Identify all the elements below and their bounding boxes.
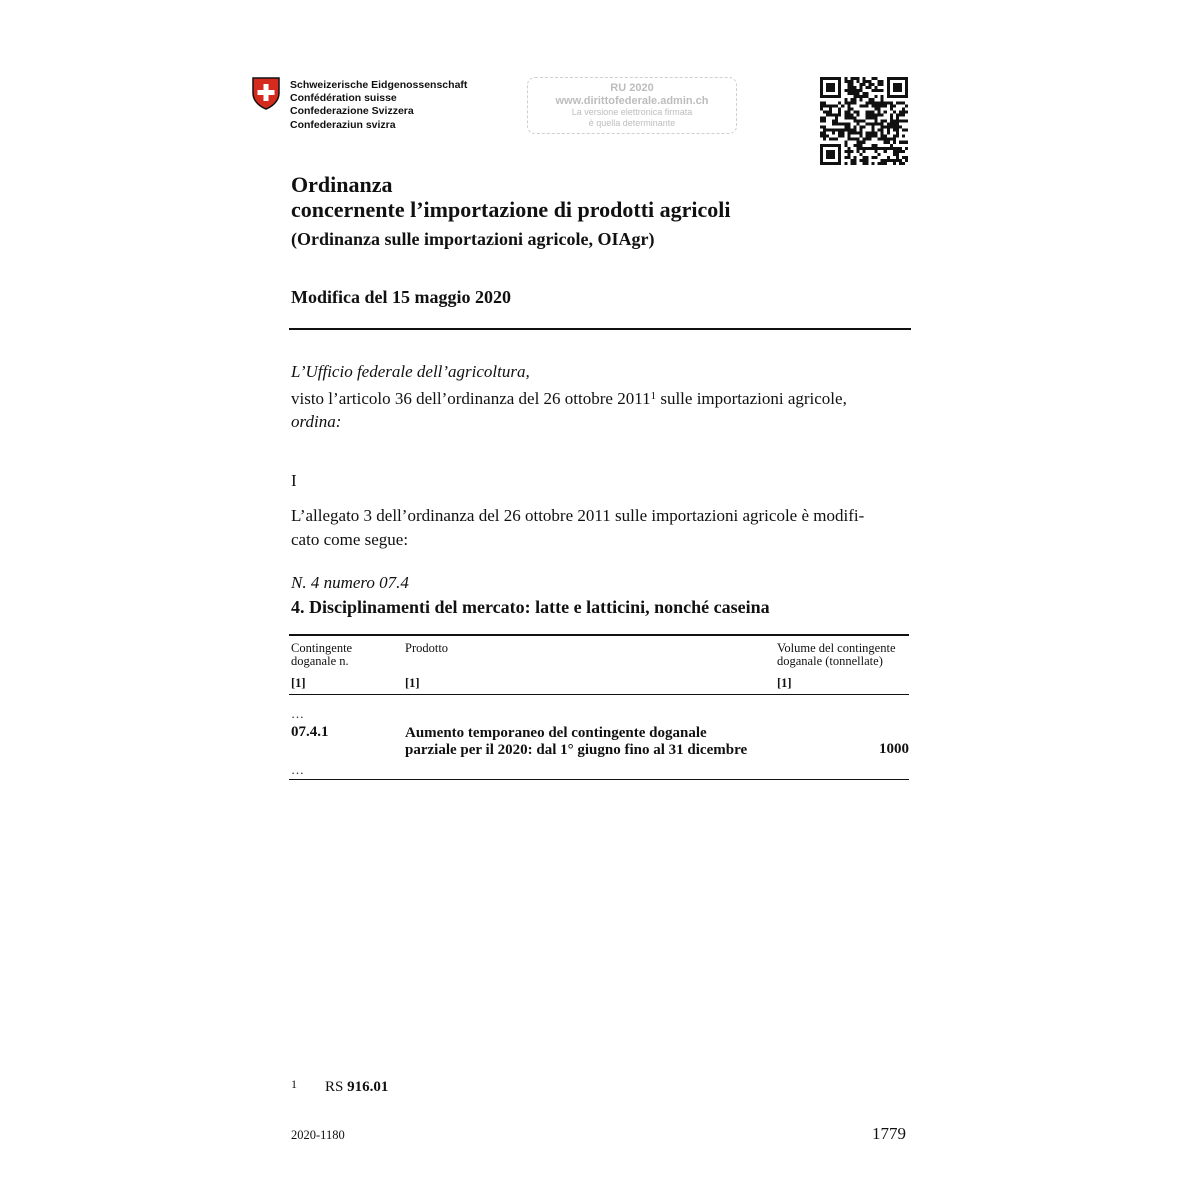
table-row-code: 07.4.1	[291, 724, 329, 740]
footnote-number: 1	[291, 1077, 297, 1091]
title-short-name: (Ordinanza sulle importazioni agricole, OIAgr)	[291, 229, 655, 249]
legal-basis-text: visto l’articolo 36 dell’ordinanza del 26 ottobre 2011	[291, 389, 651, 408]
table-header-quota-no	[291, 642, 352, 668]
section-numeral: I	[291, 471, 297, 490]
footnote-prefix: RS	[325, 1079, 348, 1095]
document-id: 2020-1180	[291, 1128, 345, 1142]
swiss-cross-icon	[251, 76, 281, 110]
table-top-rule	[289, 634, 909, 636]
row-desc-line-2: parziale per il 2020: dal 1° giugno fino al 31 dicembre	[405, 742, 748, 758]
stamp-line-3: La versione elettronica firmata	[571, 107, 693, 118]
table-ellipsis-top: …	[291, 706, 304, 721]
table-bottom-rule	[289, 779, 909, 780]
confed-fr: Confédération suisse	[290, 92, 397, 105]
confed-it: Confederazione Svizzera	[290, 105, 414, 118]
confederation-names	[290, 79, 467, 132]
header-quota-line-1: Contingente	[291, 641, 353, 655]
number-reference: N. 4 numero 07.4	[291, 573, 409, 592]
footnote-text	[325, 1079, 388, 1096]
qr-code-icon	[820, 77, 908, 165]
table-note-col2: [1]	[405, 676, 420, 690]
table-header-volume	[777, 642, 896, 668]
section-heading: 4. Disciplinamenti del mercato: latte e latticini, nonché caseina	[291, 597, 770, 617]
table-note-col3: [1]	[777, 676, 792, 690]
title-line-2: concernente l’importazione di prodotti agricoli	[291, 197, 731, 222]
header-volume-line-2: doganale (tonnellate)	[777, 654, 883, 668]
row-desc-line-1: Aumento temporaneo del contingente doganale	[405, 725, 707, 741]
table-header-rule	[289, 694, 909, 695]
title-line-1: Ordinanza	[291, 172, 393, 197]
table-header-product: Prodotto	[405, 641, 449, 655]
confed-de: Schweizerische Eidgenossenschaft	[290, 79, 468, 91]
legal-basis-text-end: sulle importazioni agricole,	[656, 389, 847, 408]
issuing-authority: L’Ufficio federale dell’agricoltura,	[291, 362, 530, 381]
stamp-line-1: RU 2020	[610, 82, 654, 94]
table-ellipsis-bottom: …	[291, 762, 304, 777]
section-text-line-1: L’allegato 3 dell’ordinanza del 26 ottobre 2011 sulle importazioni agricole è modifi-	[291, 506, 865, 525]
stamp-line-2: www.dirittofederale.admin.ch	[555, 94, 709, 107]
modification-date: Modifica del 15 maggio 2020	[291, 287, 511, 307]
header-volume-line-1: Volume del contingente	[777, 641, 896, 655]
table-row-volume: 1000	[879, 741, 909, 757]
section-text	[291, 504, 864, 552]
table-note-col1: [1]	[291, 676, 306, 690]
section-text-line-2: cato come segue:	[291, 530, 409, 549]
official-stamp	[527, 77, 737, 134]
header-quota-line-2: doganale n.	[291, 654, 349, 668]
page-number: 1779	[872, 1124, 906, 1143]
ordina-clause: ordina:	[291, 412, 342, 431]
legal-basis	[291, 384, 847, 411]
table-row-description	[405, 725, 747, 759]
footnote-marker: 1	[650, 390, 657, 402]
confed-rm: Confederaziun svizra	[290, 118, 396, 131]
stamp-line-4: è quella determinante	[588, 117, 676, 128]
title-divider	[289, 328, 911, 330]
footnote-ref: 916.01	[347, 1079, 389, 1095]
